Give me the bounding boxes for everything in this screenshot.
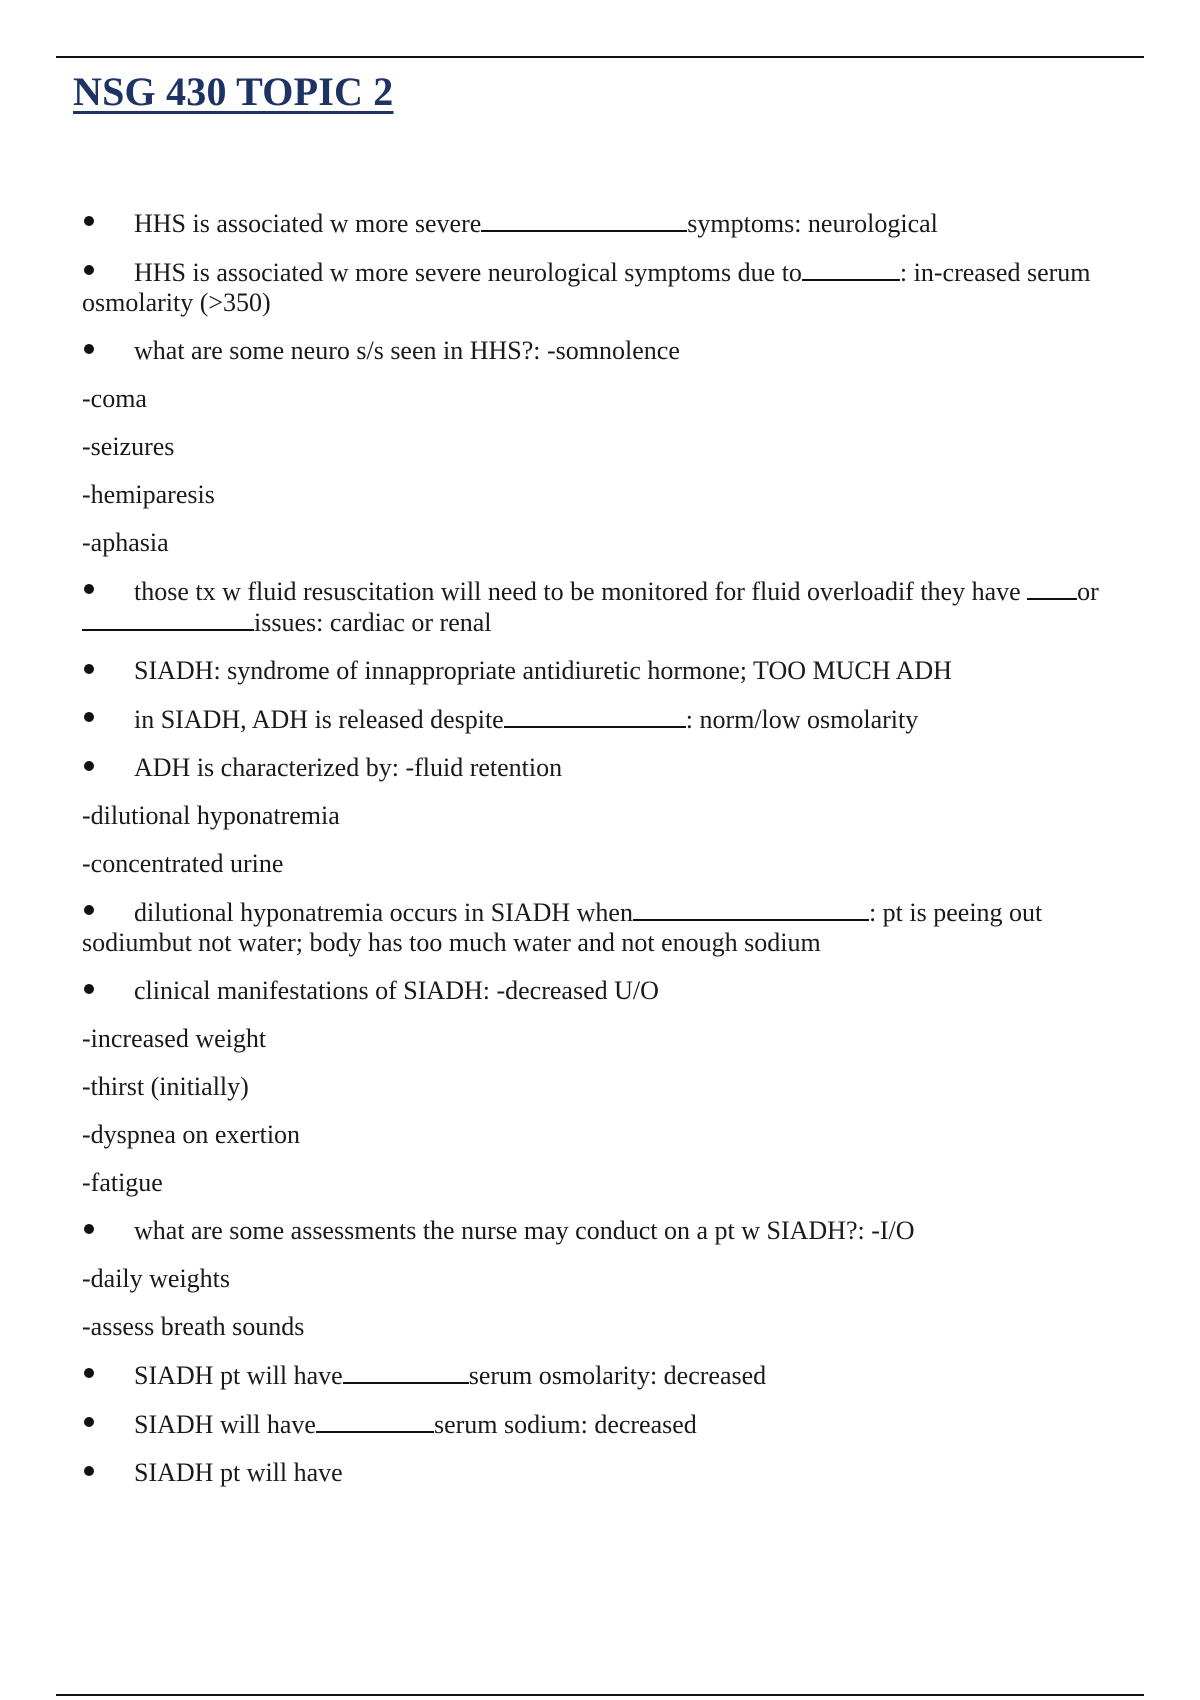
bullet-icon (84, 584, 94, 594)
bullet-icon (84, 216, 94, 226)
list-item: HHS is associated w more severe symptoms: neurological (82, 208, 1102, 239)
list-item: what are some neuro s/s seen in HHS?: -somnolence (82, 336, 1102, 366)
bullet-icon (84, 664, 94, 674)
bottom-rule (56, 1694, 1144, 1696)
list-subline: -hemiparesis (82, 480, 215, 509)
list-subline: -concentrated urine (82, 849, 284, 878)
notes-body (82, 208, 1102, 1506)
list-item: in SIADH, ADH is released despite : norm/low osmolarity (82, 704, 1102, 735)
fill-blank (343, 1360, 469, 1384)
bullet-icon (84, 1368, 94, 1378)
list-subline: -assess breath sounds (82, 1312, 305, 1341)
list-item: clinical manifestations of SIADH: -decreased U/O (82, 976, 1102, 1006)
list-subline: -thirst (initially) (82, 1072, 249, 1101)
bullet-icon (84, 344, 94, 354)
bullet-icon (84, 265, 94, 275)
list-item: SIADH: syndrome of innappropriate antidiuretic hormone; TOO MUCH ADH (82, 656, 1102, 686)
list-subline: -aphasia (82, 528, 169, 557)
list-item: what are some assessments the nurse may conduct on a pt w SIADH?: -I/O (82, 1216, 1102, 1246)
bullet-icon (84, 1224, 94, 1234)
fill-blank (633, 897, 869, 921)
list-item: HHS is associated w more severe neurological symptoms due to : in-creased serum osmolarity (>350) (82, 258, 1091, 317)
fill-blank (316, 1409, 434, 1433)
list-item: those tx w fluid resuscitation will need to be monitored for fluid overloadif they have orissues: cardiac or renal (82, 576, 1102, 638)
list-subline: -dyspnea on exertion (82, 1120, 301, 1149)
list-subline: -seizures (82, 432, 175, 461)
fill-blank (802, 257, 900, 281)
list-subline: -increased weight (82, 1024, 267, 1053)
fill-blank (82, 607, 254, 631)
top-rule (56, 56, 1144, 58)
fill-blank (481, 208, 687, 232)
fill-blank (504, 704, 686, 728)
page-title: NSG 430 TOPIC 2 (73, 69, 394, 114)
fill-blank (1027, 576, 1077, 600)
bullet-icon (84, 761, 94, 771)
bullet-icon (84, 905, 94, 915)
list-subline: -fatigue (82, 1168, 163, 1197)
list-subline: -daily weights (82, 1264, 231, 1293)
list-item: SIADH will have serum sodium: decreased (82, 1409, 1102, 1440)
bullet-icon (84, 984, 94, 994)
list-item: dilutional hyponatremia occurs in SIADH when : pt is peeing out sodiumbut not water; body has too much water and not enough sodium (82, 898, 1043, 957)
bullet-icon (84, 712, 94, 722)
bullet-icon (84, 1417, 94, 1427)
list-item: SIADH pt will have serum osmolarity: decreased (82, 1360, 1102, 1391)
list-item: SIADH pt will have (82, 1458, 1102, 1488)
list-subline: -coma (82, 384, 147, 413)
list-item: ADH is characterized by: -fluid retention (82, 753, 1102, 783)
list-subline: -dilutional hyponatremia (82, 801, 340, 830)
bullet-icon (84, 1466, 94, 1476)
